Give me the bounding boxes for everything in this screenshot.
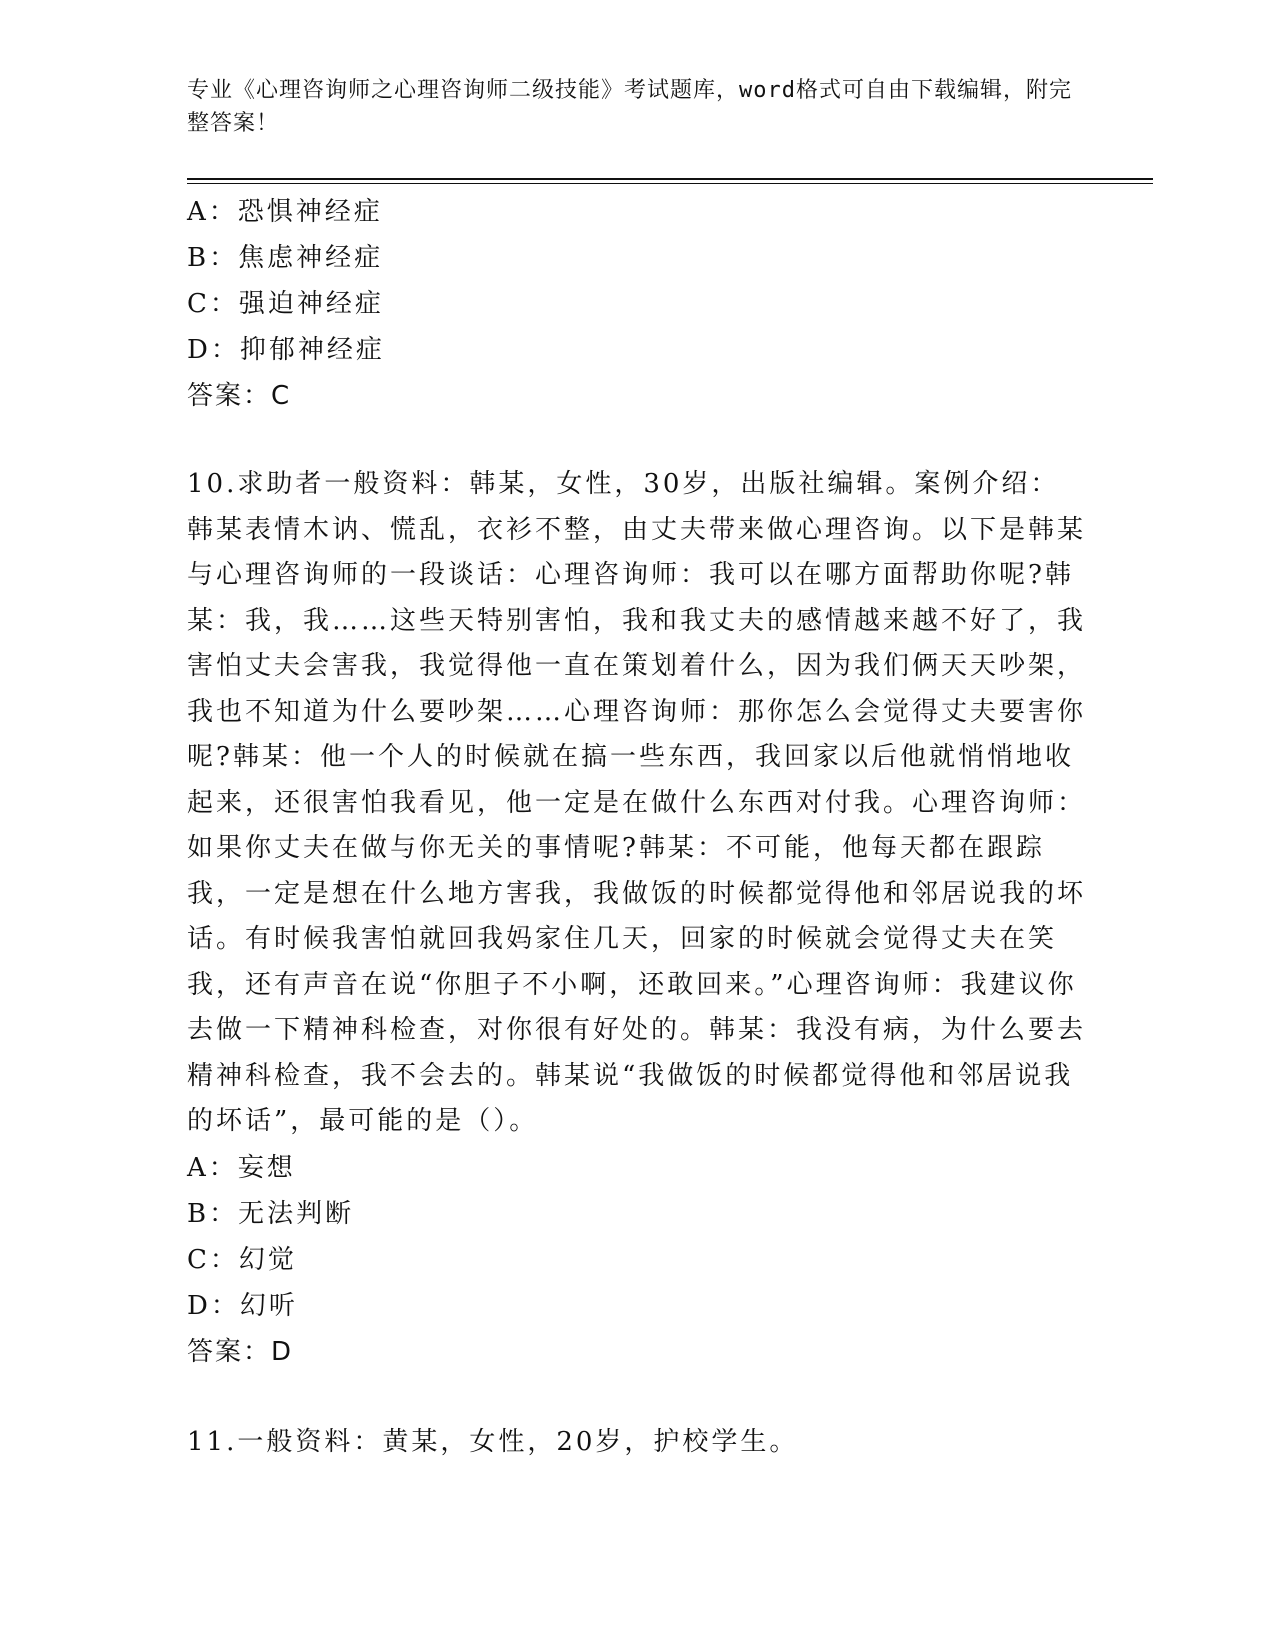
question-text: 11.一般资料：黄某，女性，20岁，护校学生。	[187, 1427, 799, 1457]
header-divider-thick	[187, 178, 1153, 180]
option-b: B：无法判断	[187, 1198, 355, 1229]
question-10	[187, 462, 1087, 1375]
header-divider-thin	[187, 183, 1153, 184]
answer: 答案：D	[187, 1336, 294, 1367]
option-d: D：幻听	[187, 1290, 298, 1321]
option-b: B：焦虑神经症	[187, 243, 384, 273]
question-text: 10.求助者一般资料：韩某，女性，30岁，出版社编辑。案例介绍：韩某表情木讷、慌乱，衣衫不整，由丈夫带来做心理咨询。以下是韩某与心理咨询师的一段谈话：心理咨询师：我可以在哪方面帮助你呢?韩某：我，我……这些天特别害怕，我和我丈夫的感情越来越不好了，我害怕丈夫会害我，我觉得他一直在策划着什么，因为我们俩天天吵架，我也不知道为什么要吵架……心理咨询师：那你怎么会觉得丈夫要害你呢?韩某：他一个人的时候就在搞一些东西，我回家以后他就悄悄地收起来，还很害怕我看见，他一定是在做什么东西对付我。心理咨询师：如果你丈夫在做与你无关的事情呢?韩某：不可能，他每天都在跟踪我，一定是想在什么地方害我，我做饭的时候都觉得他和邻居说我的坏话。有时候我害怕就回我妈家住几天，回家的时候就会觉得丈夫在笑我，还有声音在说“你胆子不小啊，还敢回来。”心理咨询师：我建议你去做一下精神科检查，对你很有好处的。韩某：我没有病，为什么要去精神科检查，我不会去的。韩某说“我做饭的时候都觉得他和邻居说我的坏话”，最可能的是（）。	[187, 469, 1087, 1136]
answer: 答案：C	[187, 381, 292, 411]
question-11	[187, 1420, 1087, 1466]
document-header: 专业《心理咨询师之心理咨询师二级技能》考试题库，word格式可自由下载编辑，附完整答案！	[187, 78, 1072, 136]
option-a: A：恐惧神经症	[187, 197, 383, 227]
option-c: C：幻觉	[187, 1244, 297, 1275]
option-a: A：妄想	[187, 1152, 296, 1183]
option-d: D：抑郁神经症	[187, 335, 385, 365]
question-9-options	[187, 189, 1087, 419]
option-c: C：强迫神经症	[187, 289, 384, 319]
